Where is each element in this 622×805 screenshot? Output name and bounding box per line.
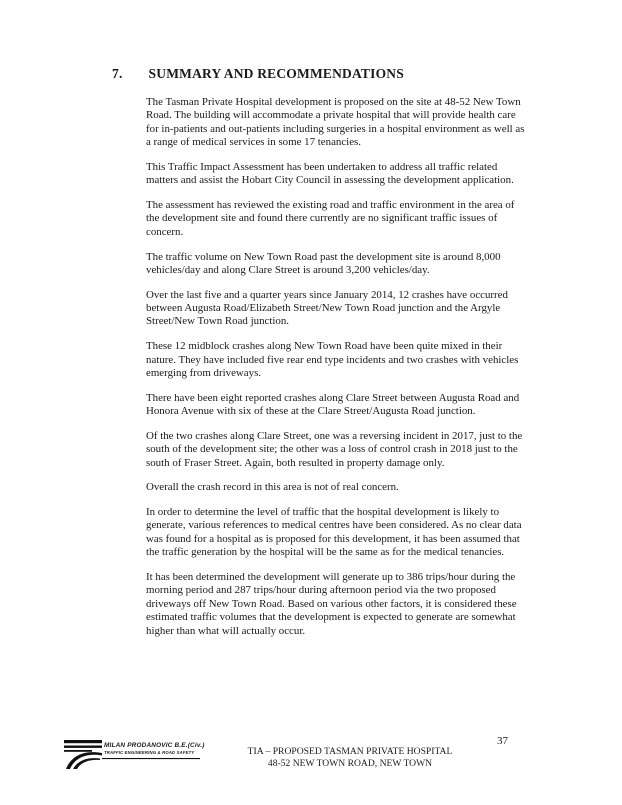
logo-name: MILAN PRODANOVIC B.E.(Civ.) bbox=[104, 742, 205, 749]
paragraph: Overall the crash record in this area is not of real concern. bbox=[146, 481, 399, 494]
paragraph: There have been eight reported crashes along Clare Street between Augusta Road and Honora Avenue with six of these at the Clare Street/Augusta Road junction. bbox=[146, 391, 520, 418]
section-number: 7. bbox=[112, 66, 123, 81]
paragraph: These 12 midblock crashes along New Town Road have been quite mixed in their nature. They have included five rear end type incidents and two crashes with vehicles emerging from driveways. bbox=[146, 340, 519, 379]
section-title: SUMMARY AND RECOMMENDATIONS bbox=[148, 66, 404, 81]
page-number: 37 bbox=[497, 735, 508, 747]
company-logo bbox=[62, 738, 205, 772]
paragraph: It has been determined the development will generate up to 386 trips/hour during the morning period and 287 trips/hour during afternoon period via the two proposed driveways off New Town Road. Based on various other factors, it is considered these estimated traffic volumes that the development is expected to generate are somewhat higher than what will actually occur. bbox=[146, 570, 517, 637]
paragraph: The Tasman Private Hospital development is proposed on the site at 48-52 New Town Road. The building will accommodate a private hospital that will provide health care for in-patients and out-patients including surgeries in a hospital environment as well as a range of medical services in some 17 tenancies. bbox=[146, 96, 525, 149]
section-heading bbox=[112, 66, 404, 82]
paragraph: This Traffic Impact Assessment has been undertaken to address all traffic related matters and assist the Hobart City Council in assessing the development application. bbox=[146, 160, 514, 187]
footer-line-2: 48-52 NEW TOWN ROAD, NEW TOWN bbox=[267, 758, 433, 770]
logo-tagline: TRAFFIC ENGINEERING & ROAD SAFETY bbox=[104, 750, 195, 755]
paragraph: The assessment has reviewed the existing road and traffic environment in the area of the development site and found there currently are no significant traffic issues of concern. bbox=[146, 199, 515, 238]
paragraph: The traffic volume on New Town Road past the development site is around 8,000 vehicles/day and along Clare Street is around 3,200 vehicles/day. bbox=[146, 250, 501, 276]
footer-text bbox=[232, 746, 468, 770]
paragraph: Of the two crashes along Clare Street, one was a reversing incident in 2017, just to the south of the development site; the other was a loss of control crash in 2018 just to the south of Fraser Street. Again, both resulted in property damage only. bbox=[146, 429, 523, 469]
paragraph: Over the last five and a quarter years since January 2014, 12 crashes have occurred between Augusta Road/Elizabeth Street/New Town Road junction and the Argyle Street/New Town Road junction. bbox=[146, 288, 508, 328]
paragraph: In order to determine the level of traffic that the hospital development is likely to generate, various references to medical centres have been considered. As no clear data was found for a hospital as is proposed for this development, it has been assumed that the traffic generation by the hospital will be the same as for the medical tenancies. bbox=[146, 506, 522, 559]
footer-line-1: TIA – PROPOSED TASMAN PRIVATE HOSPITAL bbox=[247, 746, 453, 757]
body-text bbox=[146, 96, 526, 649]
